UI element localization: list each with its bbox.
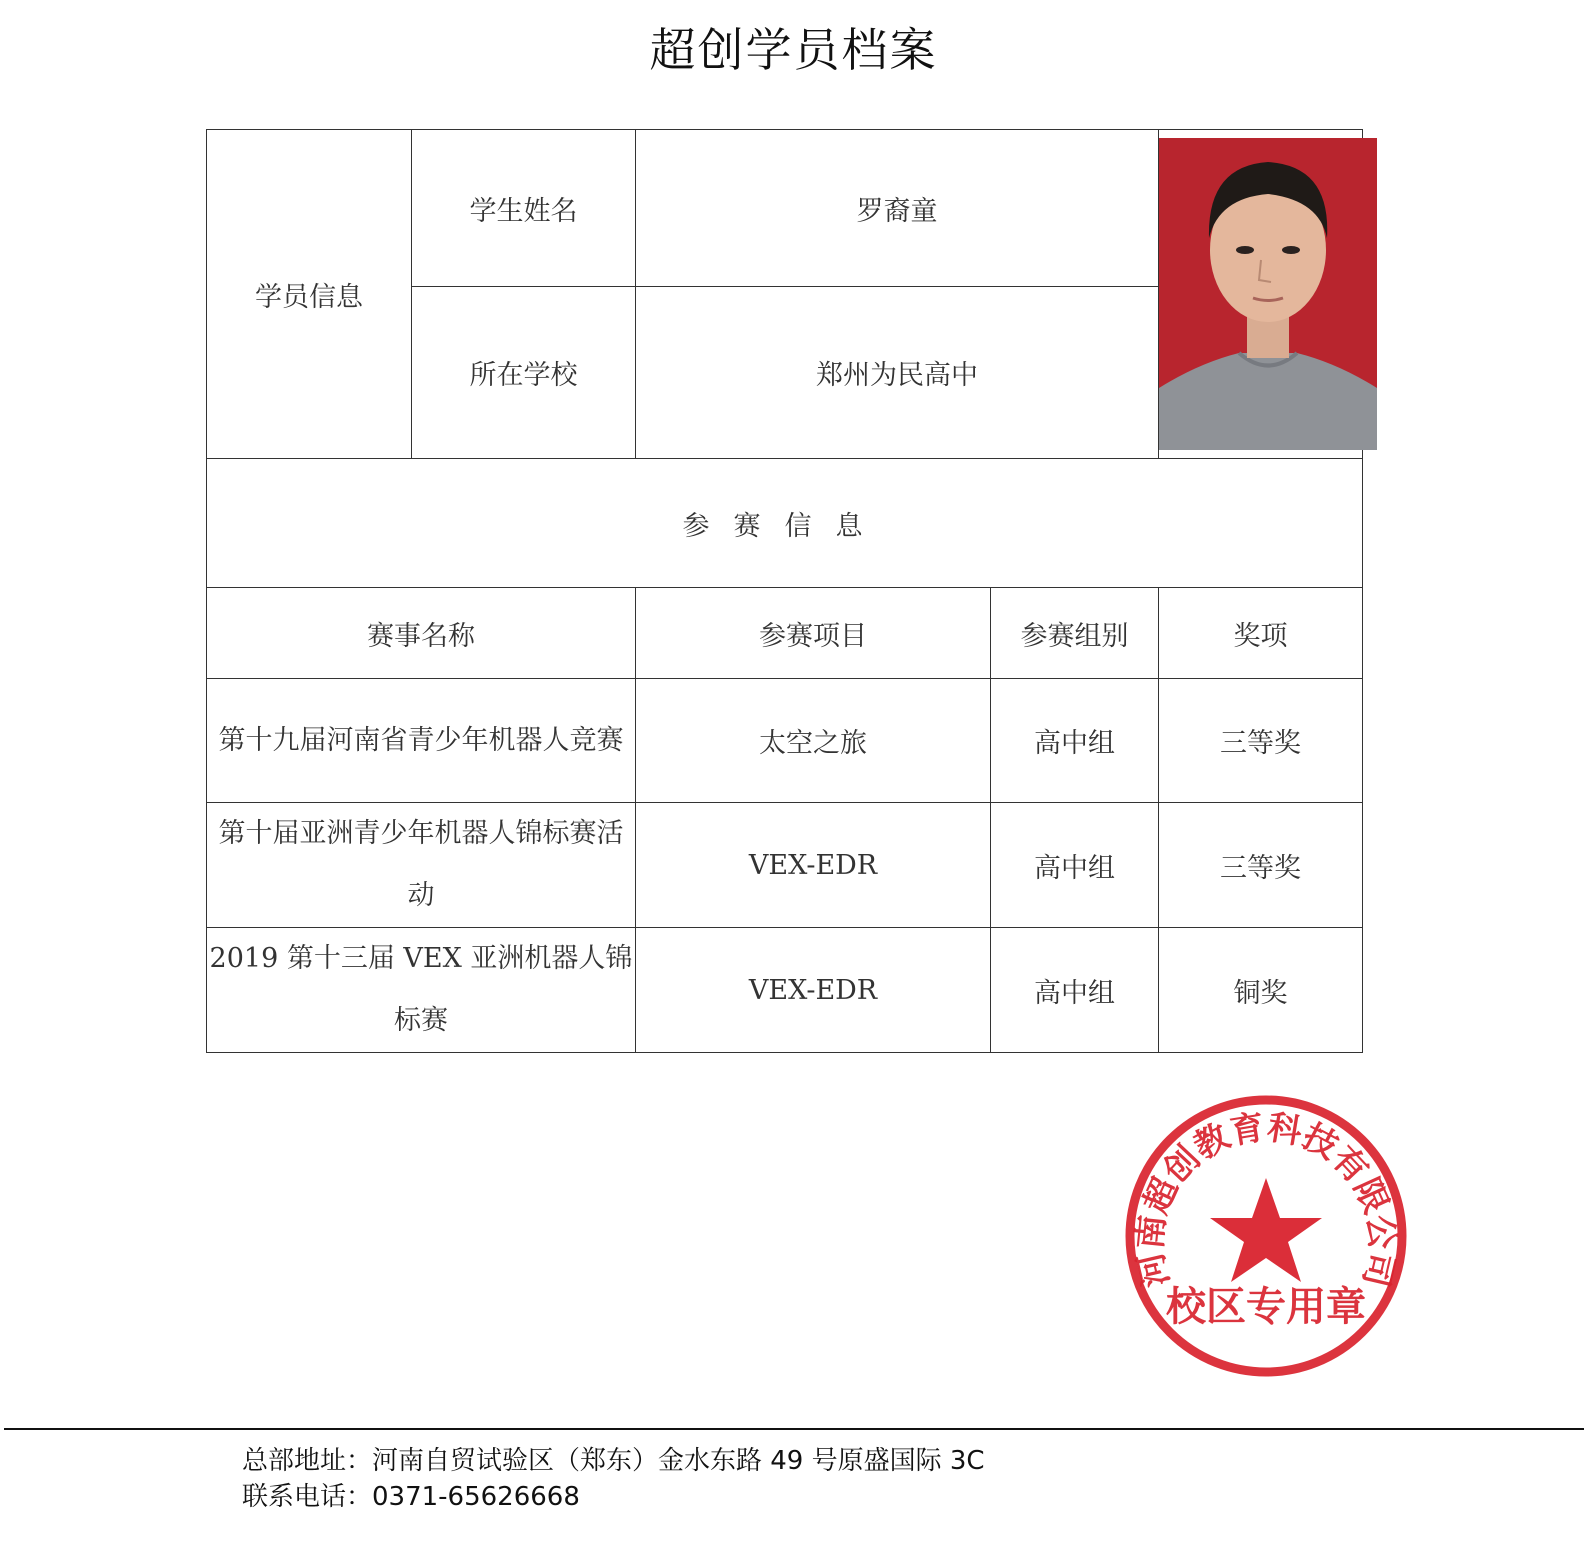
event-name-cell: 第十九届河南省青少年机器人竞赛	[207, 679, 636, 803]
award-cell: 三等奖	[1159, 679, 1363, 803]
school-label: 所在学校	[412, 287, 636, 459]
seal-star-icon	[1210, 1178, 1322, 1282]
footer	[242, 1443, 985, 1515]
event-name-cell: 第十届亚洲青少年机器人锦标赛活动	[207, 803, 636, 928]
student-info-label: 学员信息	[207, 130, 412, 459]
project-cell: 太空之旅	[636, 679, 991, 803]
col-header-award: 奖项	[1159, 588, 1363, 679]
student-name-row	[207, 130, 1363, 287]
footer-divider	[4, 1428, 1584, 1430]
document-title: 超创学员档案	[649, 23, 938, 77]
group-cell: 高中组	[991, 679, 1159, 803]
table-row	[207, 928, 1363, 1053]
group-cell: 高中组	[991, 803, 1159, 928]
table-row	[207, 803, 1363, 928]
school-value: 郑州为民高中	[636, 287, 1159, 459]
name-value: 罗裔童	[636, 130, 1159, 287]
footer-address: 总部地址：河南自贸试验区（郑东）金水东路 49 号原盛国际 3C	[242, 1446, 985, 1476]
seal-bottom-text: 校区专用章	[1166, 1284, 1366, 1330]
award-cell: 三等奖	[1159, 803, 1363, 928]
award-cell: 铜奖	[1159, 928, 1363, 1053]
seal-ring-text: 河南超创教育科技有限公司	[1129, 1107, 1403, 1291]
competition-info-label: 参赛信息	[207, 459, 1363, 588]
project-cell: VEX-EDR	[636, 803, 991, 928]
event-name-cell: 2019 第十三届 VEX 亚洲机器人锦标赛	[207, 928, 636, 1053]
column-header-row	[207, 588, 1363, 679]
col-header-event: 赛事名称	[207, 588, 636, 679]
col-header-group: 参赛组别	[991, 588, 1159, 679]
company-seal	[1120, 1090, 1412, 1382]
project-cell: VEX-EDR	[636, 928, 991, 1053]
name-label: 学生姓名	[412, 130, 636, 287]
competition-section-row	[207, 459, 1363, 588]
student-photo	[1159, 138, 1377, 450]
archive-table	[206, 129, 1363, 1053]
student-photo-cell	[1159, 130, 1363, 459]
col-header-project: 参赛项目	[636, 588, 991, 679]
table-row	[207, 679, 1363, 803]
group-cell: 高中组	[991, 928, 1159, 1053]
footer-phone: 联系电话：0371-65626668	[242, 1482, 580, 1512]
